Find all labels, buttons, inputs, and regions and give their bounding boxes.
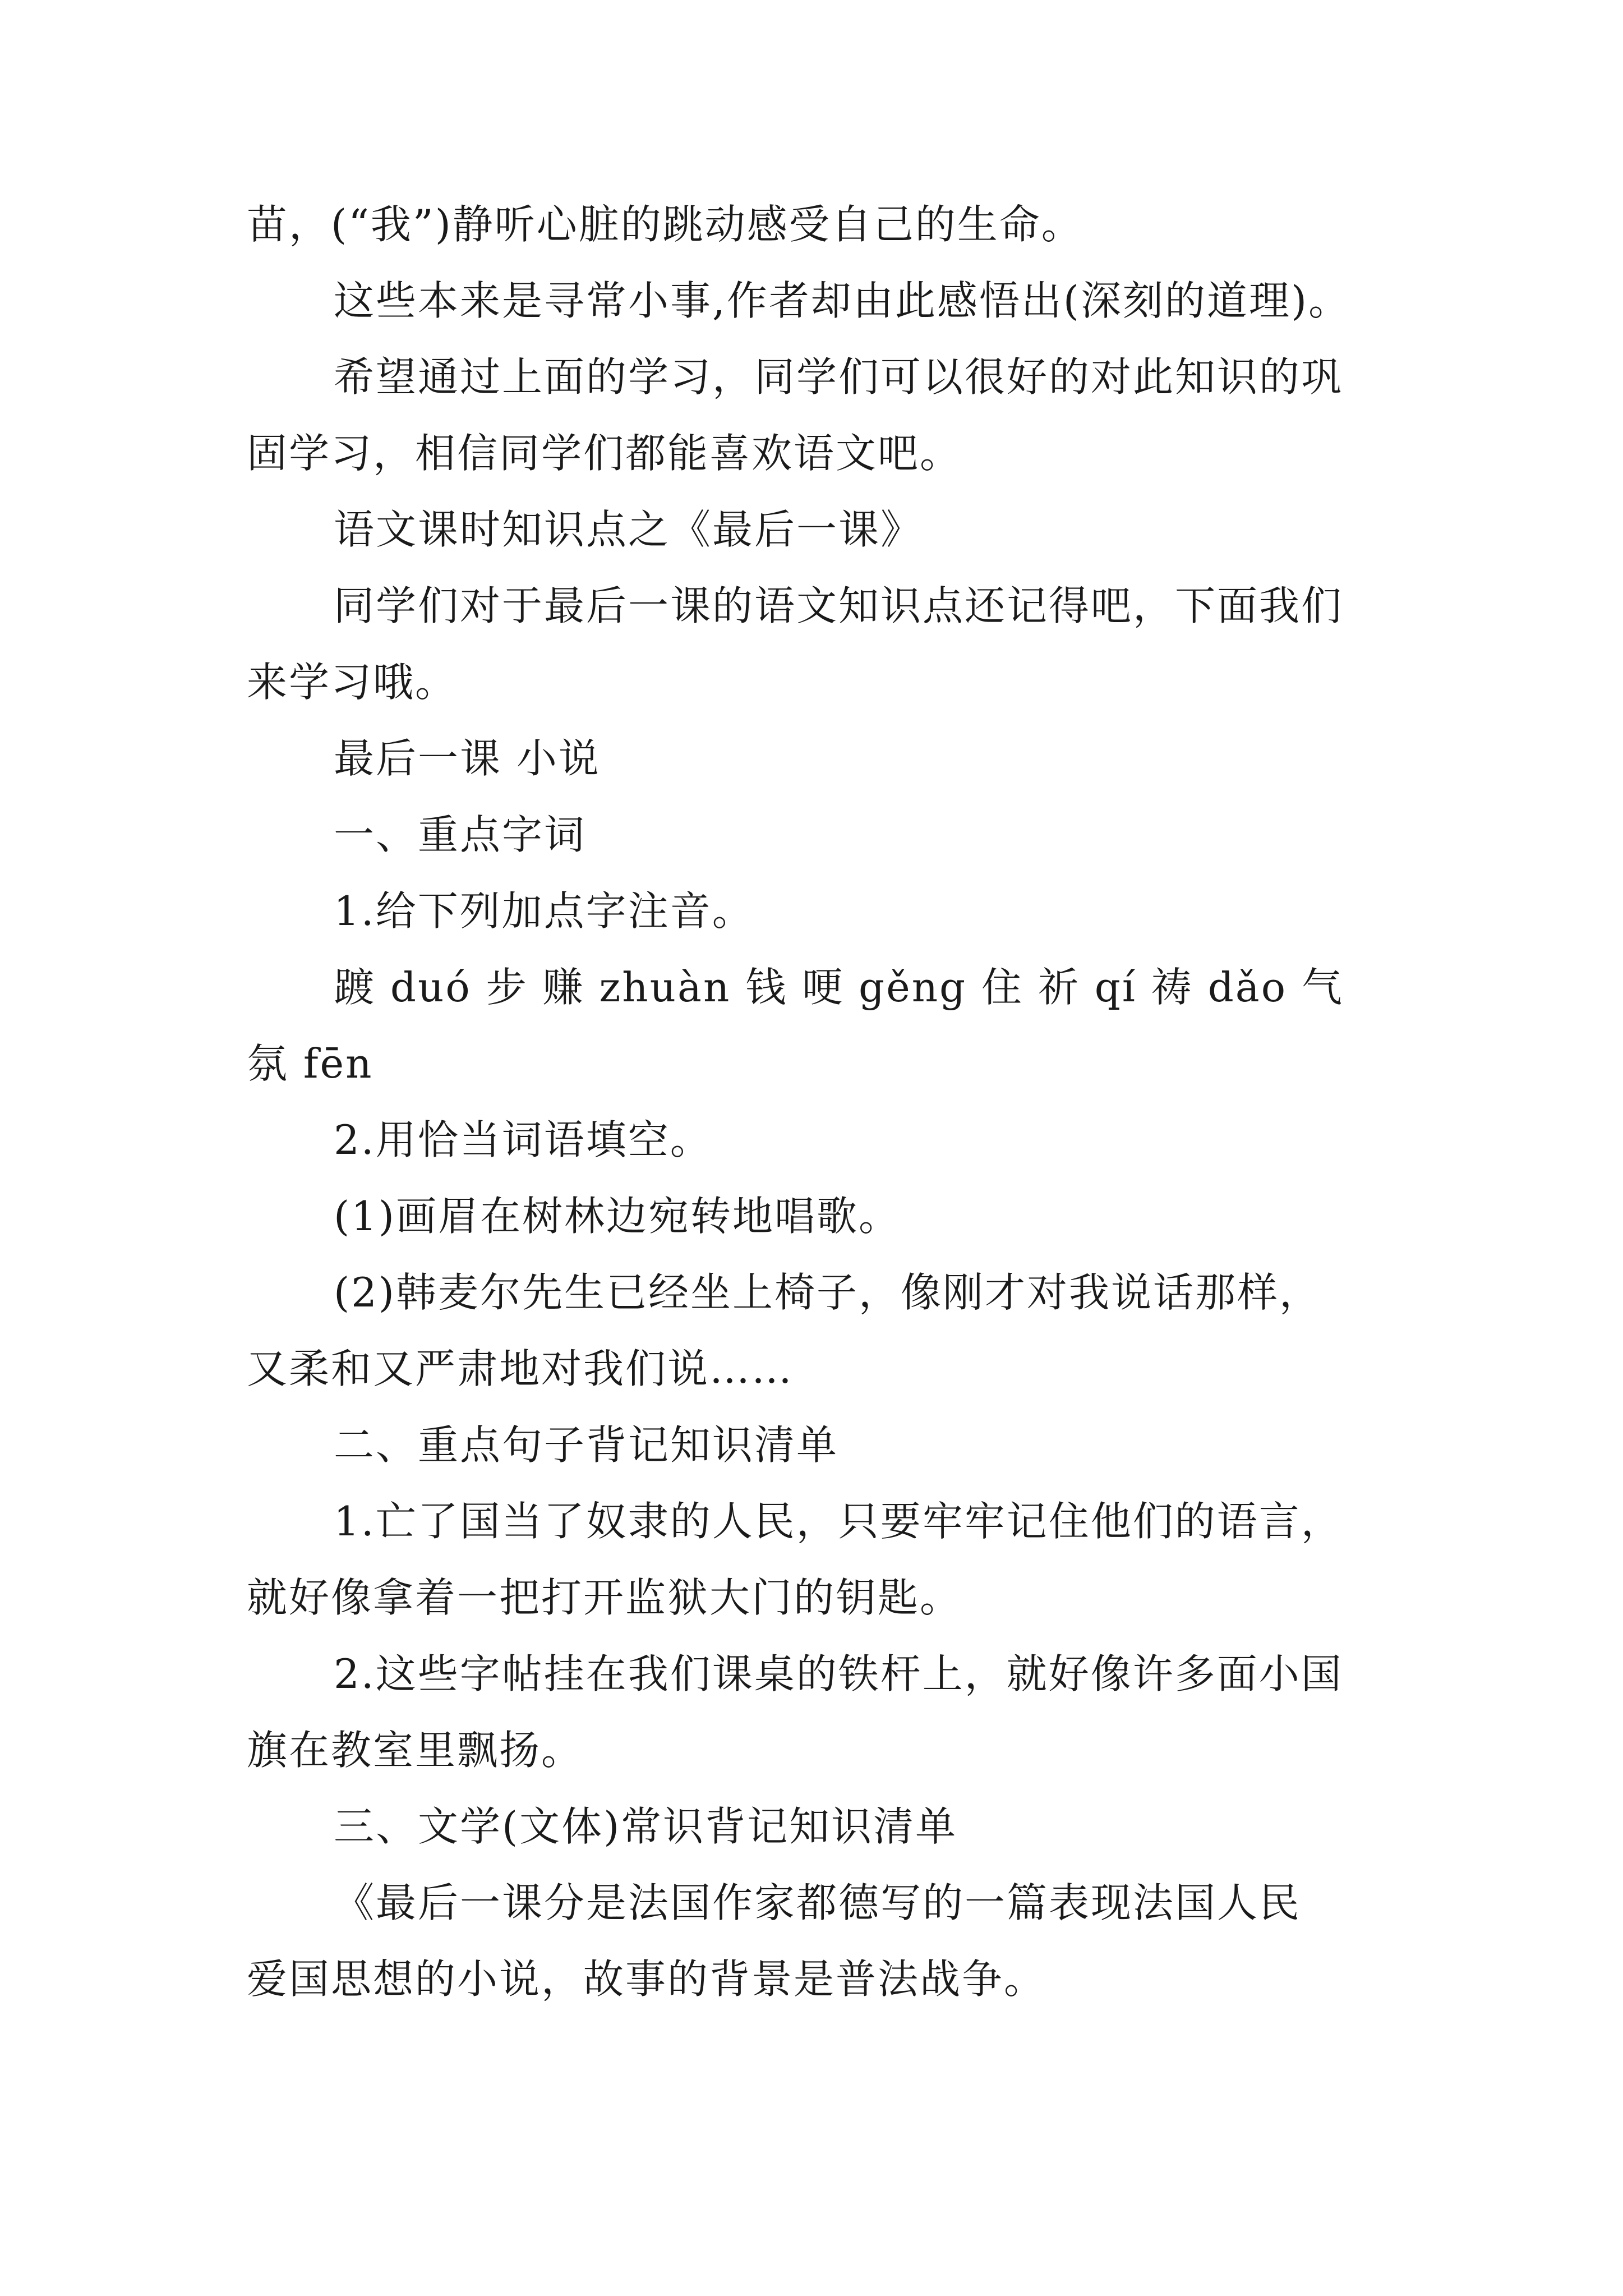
text-line: 这些本来是寻常小事,作者却由此感悟出(深刻的道理)。 [334,277,1351,324]
text-line: 苗，(“我”)静听心脏的跳动感受自己的生命。 [247,201,1083,248]
text-line: 来学习哦。 [247,659,458,706]
text-line: 又柔和又严肃地对我们说…… [247,1345,794,1392]
text-line: 旗在教室里飘扬。 [247,1727,584,1774]
section-heading: 一、重点字词 [334,811,587,858]
text-line: 就好像拿着一把打开监狱大门的钥匙。 [247,1574,962,1621]
text-line: 爱国思想的小说，故事的背景是普法战争。 [247,1955,1046,2003]
section-heading: 二、重点句子背记知识清单 [334,1421,839,1469]
exercise-item: 1.给下列加点字注音。 [334,887,754,935]
text-line: 《最后一课分是法国作家都德写的一篇表现法国人民 [334,1879,1302,1926]
text-line: 同学们对于最后一课的语文知识点还记得吧，下面我们 [334,582,1344,629]
lesson-title: 最后一课 小说 [334,735,601,782]
section-heading: 语文课时知识点之《最后一课》 [334,506,923,553]
text-line: 固学习，相信同学们都能喜欢语文吧。 [247,430,962,477]
exercise-item: (2)韩麦尔先生已经坐上椅子，像刚才对我说话那样， [334,1269,1321,1316]
sentence-item: 2.这些字帖挂在我们课桌的铁杆上，就好像许多面小国 [334,1650,1343,1697]
section-heading: 三、文学(文体)常识背记知识清单 [334,1803,958,1850]
pinyin-line: 氛 fēn [247,1040,374,1087]
exercise-item: (1)画眉在树林边宛转地唱歌。 [334,1193,901,1240]
sentence-item: 1.亡了国当了奴隶的人民，只要牢牢记住他们的语言， [334,1498,1343,1545]
exercise-item: 2.用恰当词语填空。 [334,1116,712,1163]
pinyin-line: 踱 duó 步 赚 zhuàn 钱 哽 gěng 住 祈 qí 祷 dǎo 气 [334,964,1344,1011]
text-line: 希望通过上面的学习，同学们可以很好的对此知识的巩 [334,353,1344,401]
